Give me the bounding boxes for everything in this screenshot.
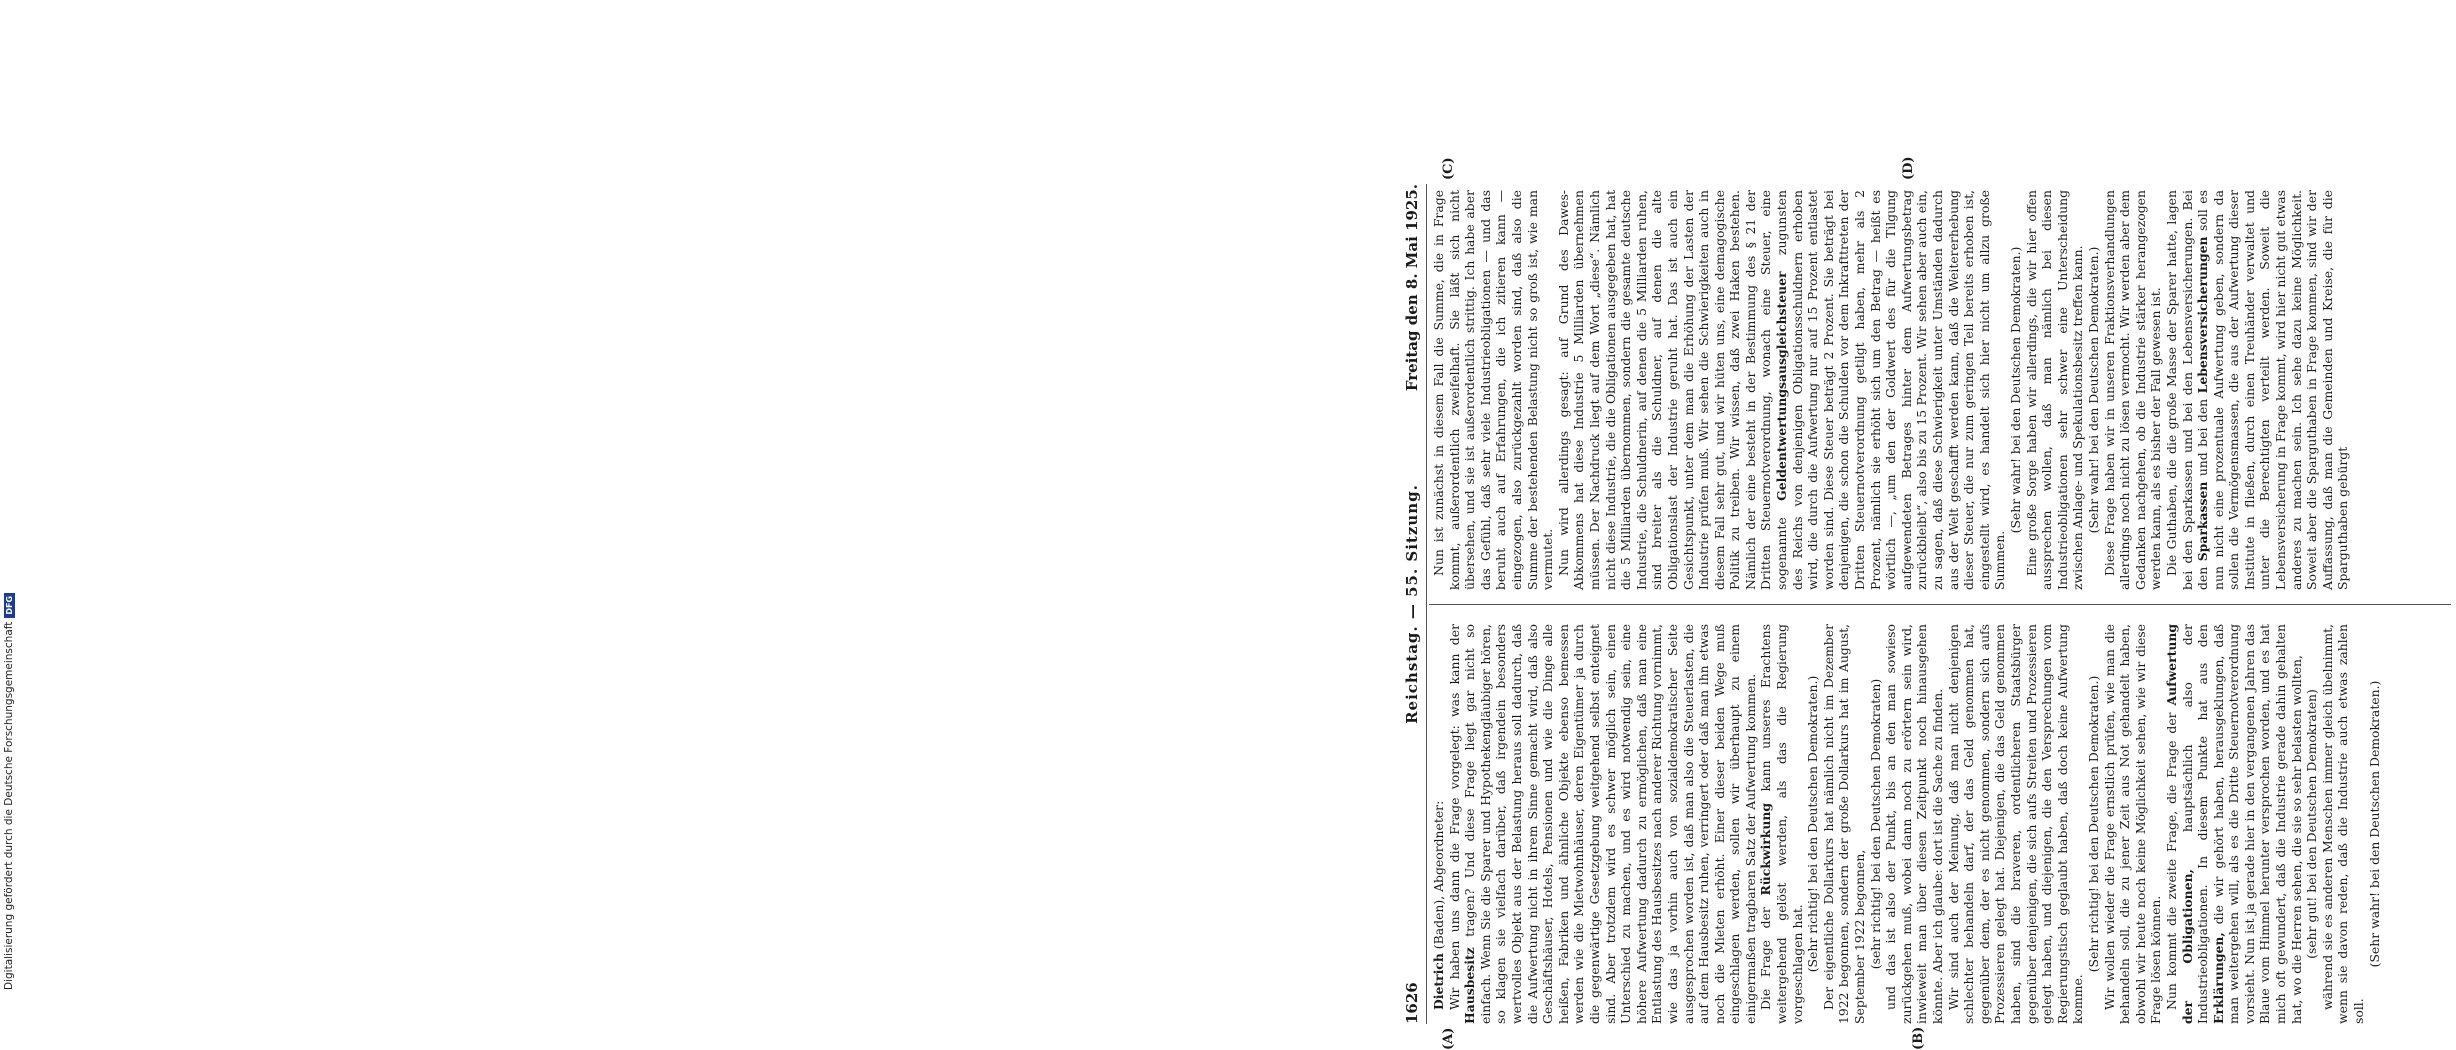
paragraph: Diese Frage haben wir in unseren Fraktionsverhandlungen allerdings noch nicht zu lösen vermocht. Wir werden aber dem Gedanken nachgehen, ob die Industrie stärker herangezogen werden kann, als es bisher der Fall gewesen ist.	[2101, 190, 2164, 590]
paragraph	[1556, 190, 2008, 590]
text-run: Die Guthaben, die die große Masse der Sparer hatte, lagen bei den Sparkassen und bei den Lebensversicherungen. Bei den	[2163, 190, 2211, 590]
interjection: (sehr gut! bei den Deutschen Demokraten)	[2304, 689, 2320, 959]
paragraph	[1447, 624, 1759, 1024]
left-column	[1431, 624, 2456, 1024]
paragraph: und das ist also der Punkt, bis an den man sowieso zurückgehen muß, wobei dann noch zu erörtern sein wird, inwieweit man über diesen Zeitpunkt noch hinausgehen könnte. Aber ich glaube: dort ist die Sache zu finden.	[1883, 624, 1945, 1024]
paragraph: Eine große Sorge haben wir allerdings, die wir hier offen aussprechen wollen, daß man nämlich bei diesen Industrieobligationen sehr schwer eine Unterscheidung zwischen Anlage- und Spekulationsbesitz treffen kann.	[2023, 190, 2086, 590]
paragraph: Wir sind auch der Meinung, daß man nicht denjenigen schlechter behandeln darf, der das Geld genommen hat, gegenüber dem, der es nicht genommen, sondern sich aufs Prozessieren gelegt hat. Diejenigen, die das Geld genommen haben, sind die braveren, ordentlicheren Staatsbürger gegenüber denjenigen, die sich aufs Streiten und Prozessieren gelegt haben, und diejenigen, die den Versprechungen vom Regierungstisch geglaubt haben, daß doch keine Aufwertung komme.	[1945, 624, 2086, 1024]
header-rule	[1426, 184, 1427, 1024]
text-run: Wir haben uns dann die Frage vorgelegt: was kann der	[1446, 624, 1462, 1010]
bold-term: Aufwertung der Obligationen,	[2163, 624, 2195, 1024]
bold-term: Geldentwertungsausgleichsteuer	[1774, 271, 1790, 501]
text-run: Die Frage der	[1758, 907, 1774, 1010]
interjection: (Sehr wahr! bei den Deutschen Demokraten.)	[2085, 246, 2101, 534]
paragraph: Wir wollen wieder die Frage ernstlich prüfen, wie man die behandeln soll, die zu jener Zeit aus Not gehandelt haben, obwohl wir heute noch keine Möglichkeit sehen, wie wir diese Frage lösen können.	[2101, 624, 2164, 1024]
bold-term: Rückwirkung	[1758, 802, 1774, 896]
dfg-logo: DFG	[4, 593, 15, 618]
digitization-credit	[3, 0, 19, 1000]
paragraph: Nun ist zunächst in diesem Fall die Summe, die in Frage kommt, außerordentlich zweifelhaft. Sie läßt sich nicht übersehen, und sie ist außerordentlich strittig. Ich habe aber das Gefühl, daß sehr viele Industrieobligationen — und das beruht auch auf Erfahrungen, die ich zitieren kann — eingezogen, also zurückgezahlt worden sind, daß also die Summe der bestehenden Belastung nicht so groß ist, wie man vermutet.	[1431, 190, 1556, 590]
margin-marker-a: (A)	[1441, 1027, 1456, 1050]
column-rule	[1429, 604, 2451, 605]
text-run: und bei den	[2195, 398, 2211, 477]
page-header	[1403, 184, 1425, 1024]
paragraph: während sie es anderen Menschen immer gleich übelnimmt, wenn sie davon reden, daß die Industrie auch etwas zahlen soll.	[2319, 624, 2367, 1024]
running-title: Reichstag. — 55. Sitzung.	[1403, 484, 1421, 724]
text-run: Nun kommt die zweite Frage, die Frage der	[2163, 712, 2179, 1010]
speaker-name: Dietrich	[1431, 953, 1446, 1010]
interjection: (sehr richtig! bei den Deutschen Demokraten)	[1867, 678, 1883, 970]
speaker-note: (Baden), Abgeordneter:	[1431, 800, 1446, 950]
text-run: tragen? Und diese Frage liegt gar nicht so einfach. Wenn Sie die Sparer und Hypothekengläubiger hören, so klagen sie vielfach darüber, daß irgendein besonders wertvolles Objekt aus der Belastung heraus soll dadurch, daß die Aufwertung nicht in ihrem Sinne gemacht wird, daß also Geschäftshäuser, Hotels, Pensionen und wie die Dinge alle heißen, Fabriken und ähnliche Objekte ebenso bemessen werden wie die Mietwohnhäuser, deren Eigentümer ja durch die gegenwärtige Gesetzgebung weitgehend selbst enteignet sind. Aber trotzdem wird es schwer möglich sein, einen Unterschied zu machen, und es wird notwendig sein, eine höhere Aufwertung dadurch zu ermöglichen, daß man eine Entlastung des Hausbesitzes nach anderer Richtung vornimmt, wie das ja vorhin auch von sozialdemokratischer Seite ausgesprochen worden ist, daß man also die Steuerlasten, die auf dem Hausbesitz ruhen, verringert oder daß man ihn etwas noch die Mieten erhöht. Einer dieser beiden Wege muß eingeschlagen werden, sollen wir überhaupt zu einem einigermaßen tragbaren Satz der Aufwertung kommen.	[1462, 624, 1758, 1024]
rotated-page	[101, 156, 2382, 1050]
margin-marker-b: (B)	[1911, 1026, 1926, 1050]
paragraph: Der eigentliche Dollarkurs hat nämlich nicht im Dezember 1922 begonnen, sondern der große Dollarkurs hat im August, September 1922 begonnen,	[1820, 624, 1868, 1024]
credit-line	[3, 593, 15, 990]
text-run: hauptsächlich also der Industrieobligationen. In diesem Punkte hat aus den	[2179, 624, 2211, 1024]
session-date: Freitag den 8. Mai 1925.	[1403, 184, 1421, 392]
page-number: 1626	[1403, 982, 1421, 1024]
text-run: Nun wird allerdings gesagt: auf Grund des Dawes-Abkommens hat diese Industrie 5 Milliarden übernehmen müssen. Der Nachdruck liegt auf dem Wort „diese“. Nämlich nicht diese Industrie, die die Obligationen ausgegeben hat, hat die 5 Milliarden übernommen, sondern die gesamte deutsche Industrie, die Schuldnerin, auf denen die 5 Milliarden ruhen, sind breiter als die Schuldner, auf denen die alte Obligationslast der Industrie geruht hat. Das ist auch ein Gesichtspunkt, unter dem man die Erhöhung der Lasten der Industrie prüfen muß. Wir sehen die Schwierigkeiten auch in diesem Fall sehr gut, und wir hüten uns, eine demagogische Politik zu treiben. Wir wissen, daß zwei Haken bestehen. Nämlich der eine besteht in der Bestimmung des § 21 der Dritten Steuernotverordnung, wonach eine Steuer, eine sogenannte	[1555, 190, 1790, 590]
margin-marker-c: (C)	[1441, 157, 1456, 180]
credit-text: Digitalisierung gefördert durch die Deutsche Forschungsgemeinschaft	[3, 621, 15, 990]
bold-term: Erklärungen,	[2210, 932, 2226, 1024]
paragraph	[2164, 190, 2351, 590]
margin-marker-d: (D)	[1901, 156, 1916, 180]
interjection: (Sehr richtig! bei den Deutschen Demokraten.)	[2085, 675, 2101, 973]
bold-term: Hausbesitz	[1462, 947, 1478, 1024]
text-run: soll es nun nicht eine prozentuale Aufwertung geben, sondern da sollen die Vermögensmassen, die aus der Aufwertung dieser Institute in fließen, durch einen Treuhänder verwaltet und unter die Berechtigten verteilt werden. Soweit die Lebensversicherung in Frage kommt, wird hier nicht gut etwas anderes zu machen sein. Ich sehe dazu keine Möglichkeit. Soweit aber die Sparguthaben in Frage kommen, sind wir der Auffassung, daß man die Gemeinden und Kreise, die für die Sparguthaben gebürgt	[2195, 190, 2351, 590]
interjection: (Sehr richtig! bei den Deutschen Demokraten.)	[1805, 675, 1821, 973]
bold-term: Lebensversicherungen	[2195, 236, 2211, 394]
paragraph	[1758, 624, 1805, 1024]
paragraph	[2164, 624, 2304, 1024]
text-run: die wir gehört haben, herausgeklungen, daß man weitergehen will, als es die Dritte Steuernotverordnung vorsieht. Nun ist ja gerade hier in den vergangenen Jahren das Blaue vom Himmel herunter versprochen worden, und es hat mich oft gewundert, daß die Industrie gerade dahin gehalten hat, wo die Herren sehen, die sie so sehr belasten wollten,	[2210, 624, 2304, 1024]
text-run: kann unseres Erachtens weitergehend gelöst werden, als das die Regierung vorgeschlagen hat.	[1758, 624, 1805, 1024]
interjection: (Sehr wahr! bei den Deutschen Demokraten.)	[2366, 680, 2382, 968]
right-column	[1431, 190, 2456, 590]
interjection: (Sehr wahr! bei den Deutschen Demokraten.)	[2007, 246, 2023, 534]
speaker-line	[1431, 624, 1447, 1024]
text-run: zugunsten des Reichs von denjenigen Obligationsschuldnern erhoben wird, die durch die Aufwertung nur auf 15 Prozent entlastet worden sind. Diese Steuer beträgt 2 Prozent. Sie beträgt bei denjenigen, die schon die Schulden vor dem Inkrafttreten der Dritten Steuernotverordnung getilgt haben, mehr als 2 Prozent, nämlich sie erhöht sich um den Betrag — heißt es wörtlich —, „um den der Goldwert des für die Tilgung aufgewendeten Betrages hinter dem Aufwertungsbetrag zurückbleibt“, also bis zu 15 Prozent. Wir sehen aber auch ein, zu sagen, daß diese Schwierigkeit unter Umständen dadurch aus der Welt geschafft werden kann, daß die Weitererhebung dieser Steuer, die nur zum geringen Teil bereits erhoben ist, eingestellt wird, es handelt sich hier nicht um allzu große Summen.	[1774, 190, 2008, 590]
bold-term: Sparkassen	[2195, 481, 2211, 562]
